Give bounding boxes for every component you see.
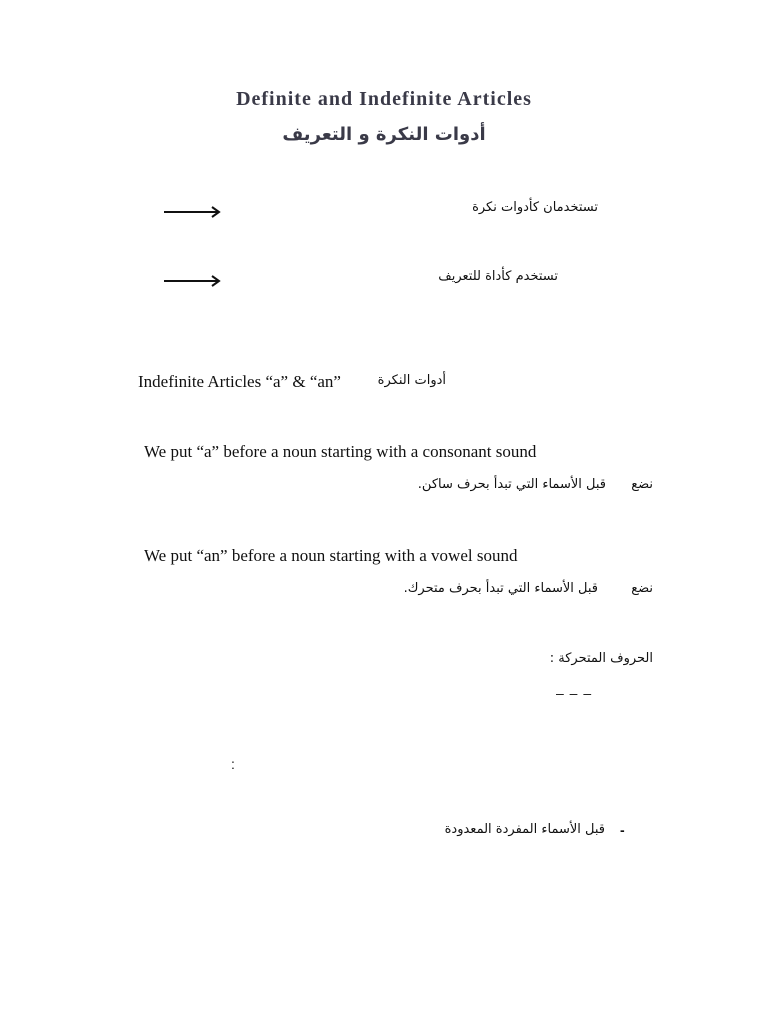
rule-a-arabic-verb: نضع	[631, 477, 653, 492]
rule-a-arabic-text: قبل الأسماء التي تبدأ بحرف ساكن.	[417, 477, 606, 492]
indefinite-heading-english: Indefinite Articles “a” & “an”	[138, 372, 341, 391]
page-title-english: Definite and Indefinite Articles	[236, 88, 532, 110]
rule-a-english: We put “a” before a noun starting with a consonant sound	[144, 442, 537, 461]
vowels-dashes: – – –	[556, 685, 593, 701]
page-title-arabic: أدوات النكرة و التعريف	[282, 124, 486, 145]
arrow-right-icon-2	[162, 274, 224, 288]
intro-row1-arabic: تستخدمان كأدوات نكرة	[472, 200, 598, 215]
rule-an-arabic-text: قبل الأسماء التي تبدأ بحرف متحرك.	[403, 581, 598, 596]
vowels-label: الحروف المتحركة :	[549, 651, 653, 666]
rule-an-arabic-verb: نضع	[631, 581, 653, 596]
colon-mark: :	[231, 756, 235, 772]
intro-row2-arabic: تستخدم كأداة للتعريف	[438, 269, 558, 284]
arrow-right-icon-1	[162, 205, 224, 219]
rule-an-english: We put “an” before a noun starting with a vowel sound	[144, 546, 518, 565]
bullet-text: قبل الأسماء المفردة المعدودة	[444, 822, 605, 837]
indefinite-heading-arabic: أدوات النكرة	[377, 373, 446, 388]
bullet-mark: -	[620, 822, 625, 838]
